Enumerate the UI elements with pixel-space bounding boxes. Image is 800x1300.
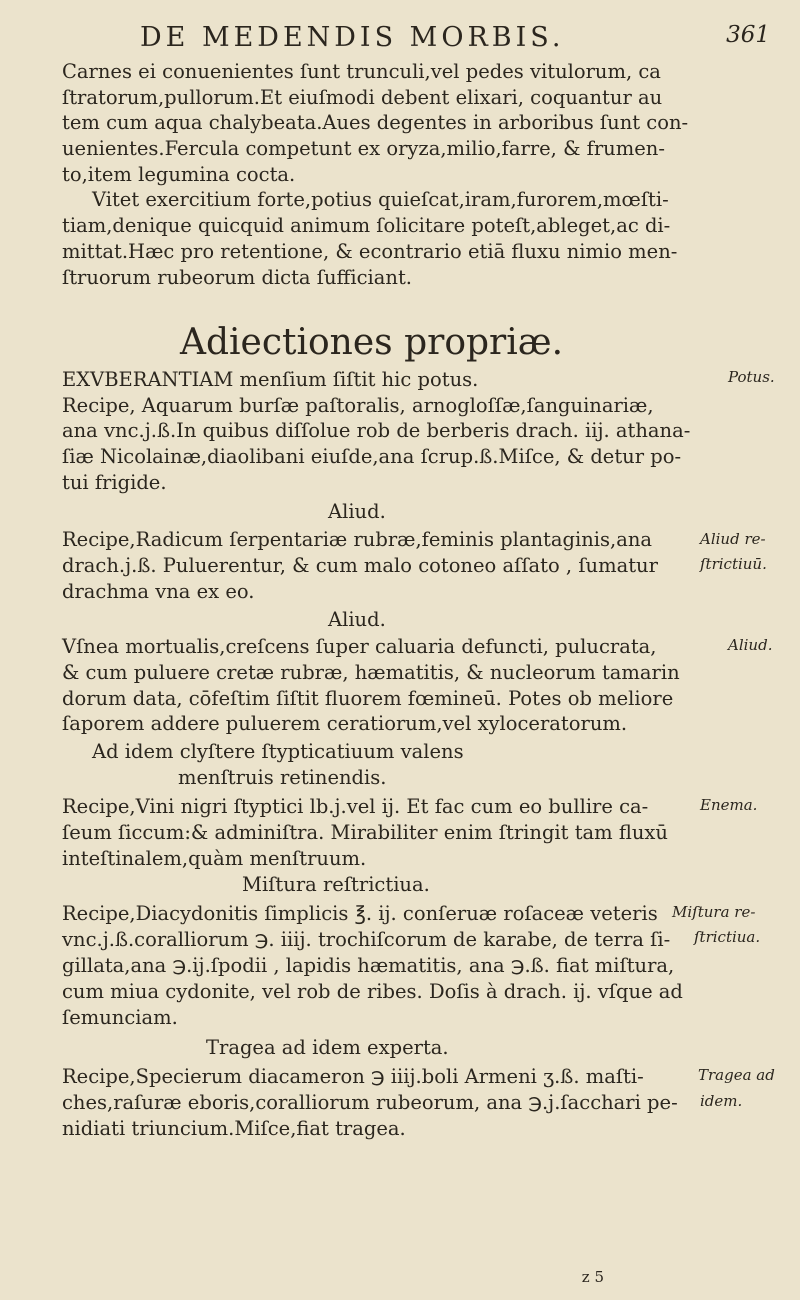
subheading: Tragea ad idem experta. [206,1036,449,1059]
text-line: inteſtinalem,quàm menſtruum. [62,847,367,870]
text-line: nidiati triuncium.Miſce,fiat tragea. [62,1117,406,1140]
text-line: gillata,ana ℈.ij.ſpodii , lapidis hæmatitis, ana ℈.ß. fiat miſtura, [62,954,675,977]
text-line: ches,raſuræ eboris,coralliorum rubeorum, ana ℈.j.ſacchari pe- [62,1091,678,1114]
text-line: mittat.Hæc pro retentione, & econtrario etiā fluxu nimio men- [62,240,678,263]
text-line: drachma vna ex eo. [62,580,255,603]
text-line: dorum data, cōfeſtim ſiſtit fluorem fœmineū. Potes ob meliore [62,687,674,710]
text-line: ſiæ Nicolainæ,diaolibani eiuſde,ana ſcrup.ß.Miſce, & detur po- [62,445,682,468]
section-title: Adiectiones propriæ. [180,322,564,363]
subheading: menſtruis retinendis. [178,766,387,789]
text-line: ana vnc.j.ß.In quibus diſſolue rob de berberis drach. iij. athana- [62,419,691,442]
text-line: Recipe, Aquarum burſæ paſtoralis, arnogloſſæ,ſanguinariæ, [62,394,654,417]
text-line: Recipe,Diacydonitis ſimplicis ℥. ij. conſeruæ roſaceæ veteris [62,902,658,925]
margin-note-idem: idem. [700,1092,743,1110]
text-line: drach.j.ß. Puluerentur, & cum malo cotoneo aſſato , ſumatur [62,554,658,577]
text-line: Recipe,Radicum ſerpentariæ rubræ,feminis plantaginis,ana [62,528,653,551]
text-line: Vſnea mortualis,creſcens ſuper caluaria defuncti, pulucrata, [62,635,657,658]
margin-note-tragea-ad: Tragea ad [698,1066,775,1084]
text-line: Carnes ei conuenientes ſunt trunculi,vel pedes vitulorum, ca [62,60,661,83]
text-line: ſaporem addere puluerem ceratiorum,vel xyloceratorum. [62,712,628,735]
subheading: Miſtura reſtrictiua. [242,873,430,896]
page-number: 361 [726,22,770,48]
running-header: DE MEDENDIS MORBIS. [140,22,565,53]
margin-note-potus: Potus. [728,368,775,386]
margin-note-aliud: Aliud. [728,636,773,654]
text-line: uenientes.Fercula competunt ex oryza,milio,farre, & frumen- [62,137,665,160]
margin-note-enema: Enema. [700,796,758,814]
text-line: to,item legumina cocta. [62,163,296,186]
margin-note-strictiua: ſtrictiua. [694,928,761,946]
margin-note-strictiuum: ſtrictiuū. [700,555,767,573]
subheading-aliud: Aliud. [328,608,386,631]
subheading-aliud: Aliud. [328,500,386,523]
text-line: Recipe,Specierum diacameron ℈ iiij.boli Armeni ʒ.ß. maſti- [62,1065,644,1088]
text-line: ſtruorum rubeorum dicta ſufficiant. [62,266,413,289]
text-line: tem cum aqua chalybeata.Aues degentes in arboribus ſunt con- [62,111,689,134]
catchword: z 5 [581,1268,604,1286]
subheading: Ad idem clyſtere ſtypticatiuum valens [92,740,464,763]
text-line: & cum puluere cretæ rubræ, hæmatitis, & nucleorum tamarin [62,661,680,684]
text-line: cum miua cydonite, vel rob de ribes. Doſis à drach. ij. vſque ad [62,980,683,1003]
text-line: Recipe,Vini nigri ſtyptici lb.j.vel ij. Et fac cum eo bullire ca- [62,795,649,818]
margin-note-mistura-re: Miſtura re- [672,903,756,921]
text-line: ſtratorum,pullorum.Et eiuſmodi debent elixari, coquantur au [62,86,663,109]
text-line: ſeum ſiccum:& adminiſtra. Mirabiliter enim ſtringit tam fluxū [62,821,668,844]
text-line: tui frigide. [62,471,167,494]
margin-note-aliud-re: Aliud re- [700,530,766,548]
text-line: ſemunciam. [62,1006,178,1029]
text-line: Vitet exercitium forte,potius quieſcat,iram,furorem,mœſti- [92,188,669,211]
text-line: vnc.j.ß.coralliorum ℈. iiij. trochiſcorum de karabe, de terra ſi- [62,928,671,951]
text-line: EXVBERANTIAM menſium ſiſtit hic potus. [62,368,479,391]
text-line: tiam,denique quicquid animum ſolicitare poteſt,ableget,ac di- [62,214,671,237]
